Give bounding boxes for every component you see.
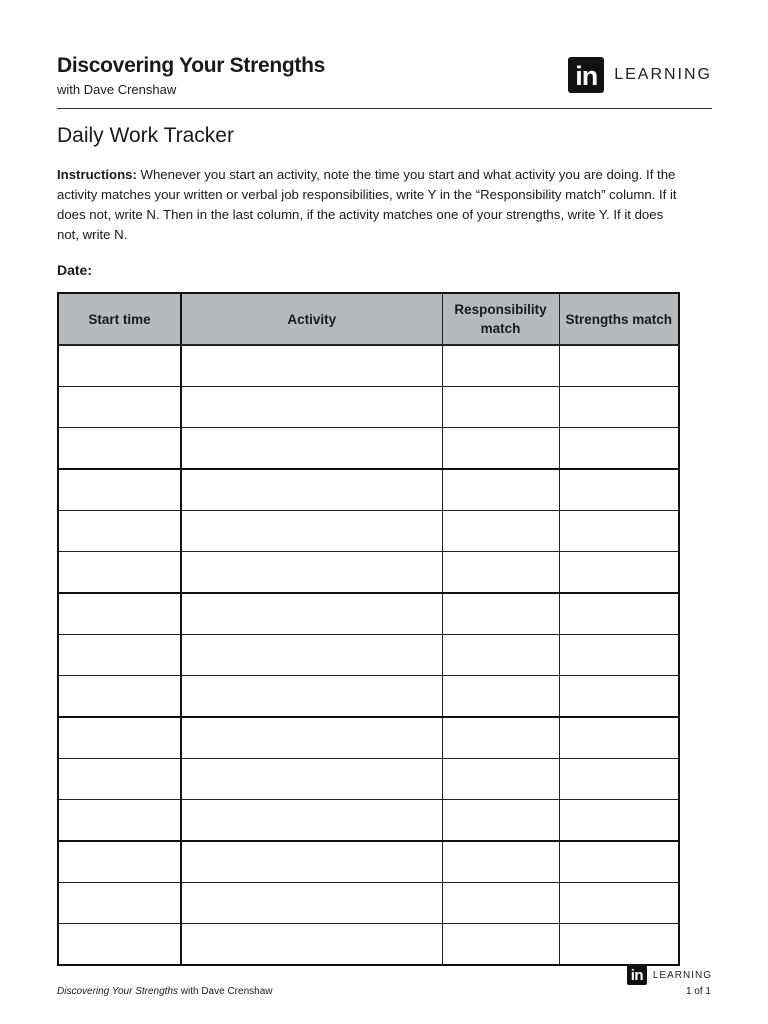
responsibility-match-cell[interactable] <box>442 469 559 511</box>
strengths-match-cell[interactable] <box>559 759 679 800</box>
start-time-cell[interactable] <box>58 841 181 883</box>
table-row <box>58 511 679 552</box>
responsibility-match-cell[interactable] <box>442 387 559 428</box>
strengths-match-cell[interactable] <box>559 428 679 470</box>
responsibility-match-cell[interactable] <box>442 841 559 883</box>
responsibility-match-cell[interactable] <box>442 593 559 635</box>
table-row <box>58 635 679 676</box>
table-row <box>58 717 679 759</box>
course-title: Discovering Your Strengths <box>57 54 325 77</box>
start-time-cell[interactable] <box>58 428 181 470</box>
table-row <box>58 469 679 511</box>
start-time-cell[interactable] <box>58 635 181 676</box>
linkedin-in-icon: in <box>568 57 604 93</box>
responsibility-match-cell[interactable] <box>442 635 559 676</box>
strengths-match-cell[interactable] <box>559 469 679 511</box>
linkedin-learning-logo <box>568 57 712 93</box>
responsibility-match-cell[interactable] <box>442 924 559 966</box>
responsibility-match-cell[interactable] <box>442 511 559 552</box>
responsibility-match-cell[interactable] <box>442 883 559 924</box>
footer-course-title: Discovering Your Strengths <box>57 986 178 997</box>
activity-cell[interactable] <box>181 635 442 676</box>
table-header-row <box>58 293 679 345</box>
column-header-activity: Activity <box>181 293 442 345</box>
start-time-cell[interactable] <box>58 800 181 842</box>
strengths-match-cell[interactable] <box>559 552 679 594</box>
strengths-match-cell[interactable] <box>559 924 679 966</box>
activity-cell[interactable] <box>181 469 442 511</box>
start-time-cell[interactable] <box>58 511 181 552</box>
start-time-cell[interactable] <box>58 345 181 387</box>
table-row <box>58 552 679 594</box>
footer-course-credit <box>57 986 272 997</box>
column-header-start-time: Start time <box>58 293 181 345</box>
table-row <box>58 800 679 842</box>
table-row <box>58 593 679 635</box>
footer-instructor: with Dave Crenshaw <box>178 986 273 997</box>
activity-cell[interactable] <box>181 759 442 800</box>
activity-cell[interactable] <box>181 345 442 387</box>
date-label: Date: <box>57 262 93 278</box>
activity-cell[interactable] <box>181 511 442 552</box>
table-row <box>58 883 679 924</box>
work-tracker-table <box>57 292 680 966</box>
activity-cell[interactable] <box>181 800 442 842</box>
start-time-cell[interactable] <box>58 552 181 594</box>
start-time-cell[interactable] <box>58 387 181 428</box>
start-time-cell[interactable] <box>58 759 181 800</box>
table-row <box>58 387 679 428</box>
start-time-cell[interactable] <box>58 593 181 635</box>
activity-cell[interactable] <box>181 428 442 470</box>
document-header <box>57 54 712 109</box>
responsibility-match-cell[interactable] <box>442 345 559 387</box>
instructions <box>57 165 687 245</box>
activity-cell[interactable] <box>181 387 442 428</box>
instructor-name: with Dave Crenshaw <box>57 82 177 97</box>
footer-linkedin-in-icon: in <box>627 965 647 985</box>
activity-cell[interactable] <box>181 924 442 966</box>
activity-cell[interactable] <box>181 676 442 718</box>
strengths-match-cell[interactable] <box>559 593 679 635</box>
table-row <box>58 924 679 966</box>
start-time-cell[interactable] <box>58 469 181 511</box>
responsibility-match-cell[interactable] <box>442 428 559 470</box>
activity-cell[interactable] <box>181 883 442 924</box>
column-header-strengths-match: Strengths match <box>559 293 679 345</box>
activity-cell[interactable] <box>181 593 442 635</box>
table-row <box>58 345 679 387</box>
strengths-match-cell[interactable] <box>559 511 679 552</box>
activity-cell[interactable] <box>181 841 442 883</box>
responsibility-match-cell[interactable] <box>442 552 559 594</box>
responsibility-match-cell[interactable] <box>442 800 559 842</box>
start-time-cell[interactable] <box>58 924 181 966</box>
strengths-match-cell[interactable] <box>559 717 679 759</box>
footer-linkedin-learning-logo <box>627 965 712 985</box>
strengths-match-cell[interactable] <box>559 841 679 883</box>
page-number: 1 of 1 <box>685 986 711 997</box>
strengths-match-cell[interactable] <box>559 635 679 676</box>
table-row <box>58 841 679 883</box>
start-time-cell[interactable] <box>58 717 181 759</box>
table-row <box>58 428 679 470</box>
footer-logo-text: LEARNING <box>652 969 712 981</box>
start-time-cell[interactable] <box>58 676 181 718</box>
instructions-label: Instructions: <box>57 167 137 182</box>
activity-cell[interactable] <box>181 717 442 759</box>
strengths-match-cell[interactable] <box>559 345 679 387</box>
strengths-match-cell[interactable] <box>559 800 679 842</box>
strengths-match-cell[interactable] <box>559 883 679 924</box>
responsibility-match-cell[interactable] <box>442 676 559 718</box>
column-header-responsibility-match: Responsibility match <box>442 293 559 345</box>
responsibility-match-cell[interactable] <box>442 717 559 759</box>
table-row <box>58 676 679 718</box>
responsibility-match-cell[interactable] <box>442 759 559 800</box>
instructions-text: Whenever you start an activity, note the time you start and what activity you are doing. If the activity matches your written or verbal job responsibilities, write Y in the “Responsibility match” column. If it does not, write N. Then in the last column, if the activity matches one of your strengths, write Y. If it does not, write N. <box>57 167 677 242</box>
activity-cell[interactable] <box>181 552 442 594</box>
strengths-match-cell[interactable] <box>559 676 679 718</box>
start-time-cell[interactable] <box>58 883 181 924</box>
logo-text: LEARNING <box>614 66 712 83</box>
table-row <box>58 759 679 800</box>
table-body <box>58 345 679 965</box>
strengths-match-cell[interactable] <box>559 387 679 428</box>
page-title: Daily Work Tracker <box>57 124 234 147</box>
